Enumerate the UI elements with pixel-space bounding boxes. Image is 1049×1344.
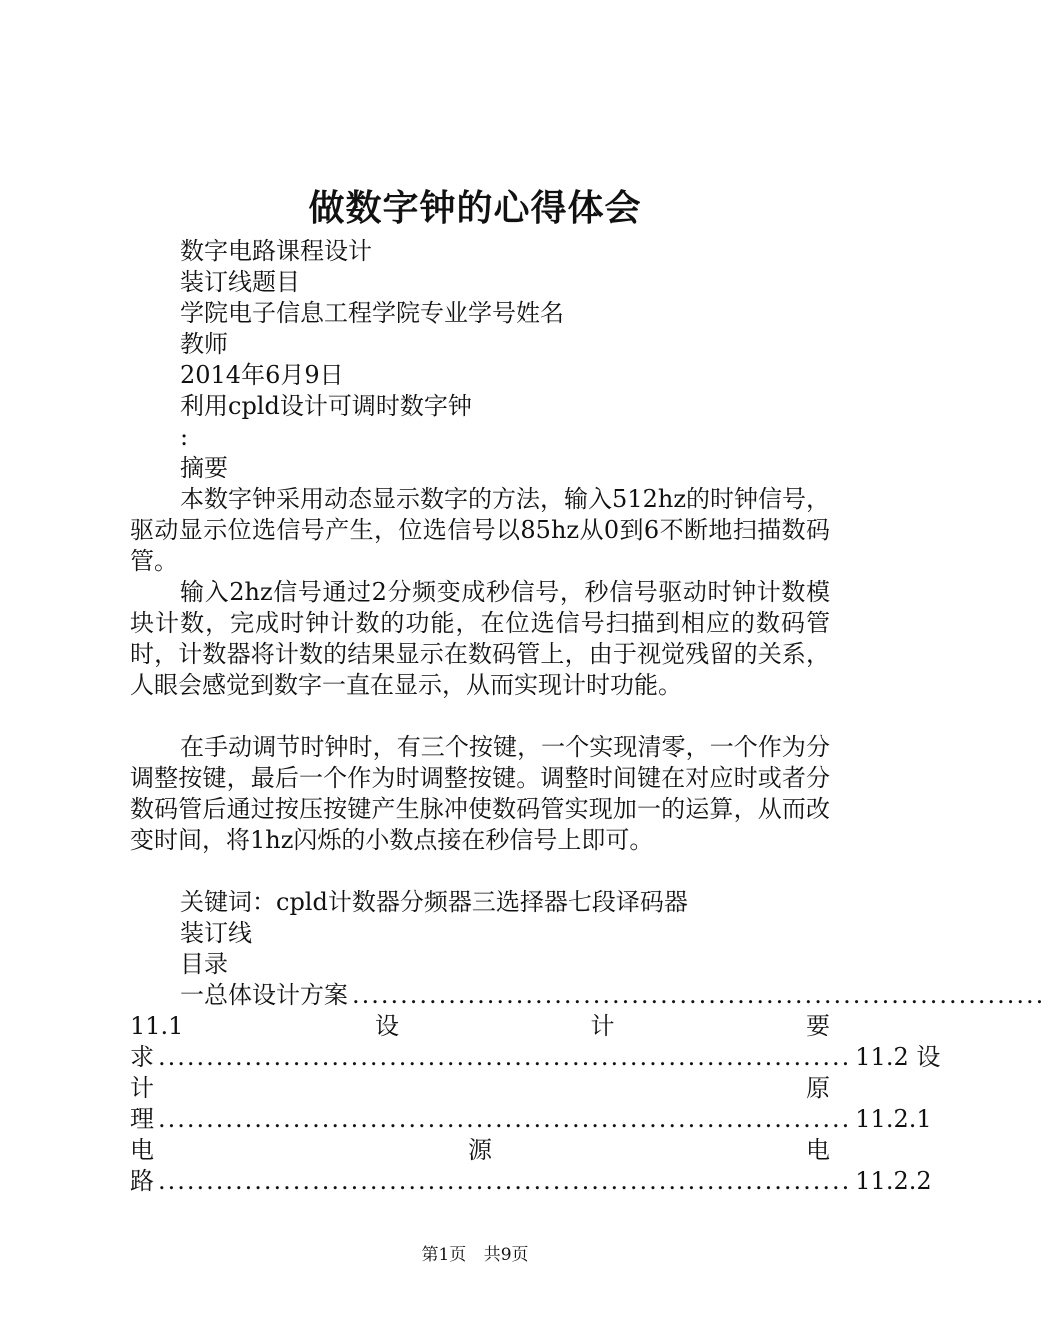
page-total: 共9页: [483, 1245, 529, 1265]
toc-entry-char: 理: [130, 1105, 154, 1133]
toc-entry-char: 设: [374, 1012, 399, 1040]
toc-entry-power-circuit: [130, 1135, 830, 1166]
toc-entry-char: 计: [590, 1012, 615, 1040]
toc-entry-requirements-cont: [130, 1042, 941, 1073]
toc-entry-overall-design: [130, 980, 1046, 1011]
toc-leader-dots: ........................................................................: [158, 1105, 852, 1133]
binding-line: 装订线: [180, 919, 252, 947]
toc-entry-principle-cont: [130, 1104, 932, 1135]
toc-entry-number: 11.2.1: [855, 1105, 932, 1133]
abstract-paragraph-1: 本数字钟采用动态显示数字的方法，输入512hz的时钟信号，驱动显示位选信号产生，位选信号以85hz从0到6不断地扫描数码管。: [130, 485, 830, 575]
binding-title-line: 装订线题目: [180, 268, 300, 296]
page-title: 做数字钟的心得体会: [308, 187, 642, 229]
toc-entry-char: 要: [805, 1012, 830, 1040]
abstract-paragraph-3: 在手动调节时钟时，有三个按键，一个实现清零，一个作为分调整按键，最后一个作为时调整按键。调整时间键在对应时或者分数码管后通过按压按键产生脉冲使数码管实现加一的运算，从而改变时间，将1hz闪烁的小数点接在秒信号上即可。: [130, 733, 830, 854]
spacer: [130, 701, 830, 732]
toc-entry-char: 路: [130, 1167, 154, 1195]
page-footer: [0, 1243, 950, 1267]
toc-entry-requirements: [130, 1011, 830, 1042]
toc-entry-char: 求: [130, 1043, 154, 1071]
teacher-line: 教师: [180, 330, 228, 358]
abstract-paragraph-2: 输入2hz信号通过2分频变成秒信号，秒信号驱动时钟计数模块计数，完成时钟计数的功能，在位选信号扫描到相应的数码管时，计数器将计数的结果显示在数码管上，由于视觉残留的关系，人眼会感觉到数字一直在显示，从而实现计时功能。: [130, 578, 830, 699]
toc-entry-principle: [130, 1073, 830, 1104]
toc-entry-number: 11.2 设: [855, 1043, 941, 1071]
toc-heading: 目录: [180, 950, 228, 978]
toc-entry-power-circuit-cont: [130, 1166, 932, 1197]
toc-entry-char: 电: [130, 1136, 154, 1164]
page-number: 第1页: [421, 1245, 467, 1265]
date-line: 2014年6月9日: [180, 361, 344, 389]
toc-entry-char: 电: [806, 1136, 830, 1164]
toc-leader-dots: ........................................................................: [352, 981, 1046, 1009]
project-title-line: 利用cpld设计可调时数字钟: [180, 392, 472, 420]
toc-entry-number: 11.2.2: [855, 1167, 932, 1195]
toc-leader-dots: ........................................................................: [158, 1043, 852, 1071]
colon-line: :: [180, 423, 189, 451]
course-line: 数字电路课程设计: [180, 237, 372, 265]
toc-entry-label: 一总体设计方案: [180, 981, 348, 1009]
document-body: [130, 236, 1046, 1197]
toc-entry-number: 11.1: [130, 1012, 184, 1040]
toc-leader-dots: ........................................................................: [158, 1167, 852, 1195]
toc-entry-char: 原: [806, 1074, 830, 1102]
college-line: 学院电子信息工程学院专业学号姓名: [180, 299, 564, 327]
toc-entry-char: 源: [468, 1136, 492, 1164]
keywords-line: 关键词：cpld计数器分频器三选择器七段译码器: [180, 888, 688, 916]
toc-entry-char: 计: [130, 1074, 154, 1102]
abstract-heading: 摘要: [180, 454, 228, 482]
spacer: [130, 856, 830, 887]
